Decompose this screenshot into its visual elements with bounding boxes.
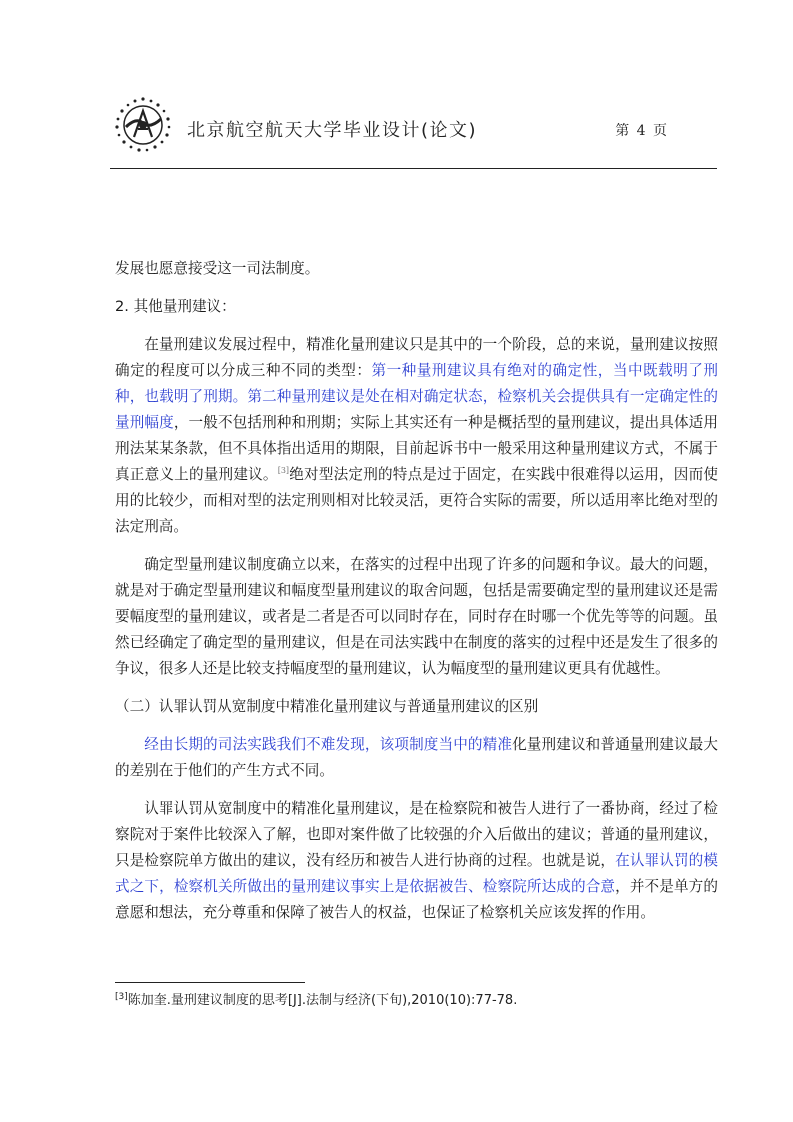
university-seal-icon <box>112 93 174 155</box>
paragraph-difference <box>115 732 718 784</box>
paragraph-negotiation <box>115 796 718 926</box>
page-header <box>110 90 717 169</box>
text-segment: 绝对型法定刑的特点是过于固定，在实践中很难得以运用，因而使用的比较少，而相对型的法定刑则相对比较灵活，更符合实际的需要，所以适用率比绝对型的法定刑高。 <box>115 466 718 535</box>
paragraph-continuation: 发展也愿意接受这一司法制度。 <box>115 260 320 277</box>
text-segment: 化量刑建议和普通量刑建议最大的差别在于他们的产生方式不同。 <box>115 736 718 779</box>
citation-ref[interactable]: [3] <box>277 466 290 475</box>
footnote-ref: [3] <box>115 992 128 1002</box>
highlighted-text: 在认罪认罚的模式之下，检察机关所做出的量刑建议事实上是依据被告、检察院所达成的合意 <box>115 852 718 895</box>
footnote-divider <box>115 982 305 983</box>
section-heading: 2. 其他量刑建议： <box>115 298 236 315</box>
paragraph-types-of-sentencing-proposal <box>115 332 718 540</box>
highlighted-text: 经由长期的司法实践我们不难发现，该项制度当中的精准 <box>144 736 513 753</box>
subsection-heading: （二）认罪认罚从宽制度中精准化量刑建议与普通量刑建议的区别 <box>115 698 539 715</box>
header-title: 北京航空航天大学毕业设计(论文) <box>187 120 478 141</box>
text-segment: 认罪认罚从宽制度中的精准化量刑建议，是在检察院和被告人进行了一番协商，经过了检察院对于案件比较深入了解，也即对案件做了比较强的介入后做出的建议；普通的量刑建议，只是检察院单方做出的建议，没有经历和被告人进行协商的过程。也就是说， <box>115 800 718 869</box>
footnote-text: 陈加奎.量刑建议制度的思考[J].法制与经济(下旬),2010(10):77-78. <box>127 993 518 1008</box>
text-segment: 在量刑建议发展过程中，精准化量刑建议只是其中的一个阶段，总的来说，量刑建议按照确定的程度可以分成三种不同的类型： <box>115 336 718 379</box>
text-segment: ，一般不包括刑种和刑期；实际上其实还有一种是概括型的量刑建议，提出具体适用刑法某某条款，但不具体指出适用的期限，目前起诉书中一般采用这种量刑建议方式，不属于真正意义上的量刑建议。 <box>115 414 718 483</box>
highlighted-text: 第一种量刑建议具有绝对的确定性，当中既载明了刑种，也载明了刑期。第二种量刑建议是处在相对确定状态，检察机关会提供具有一定确定性的量刑幅度 <box>115 362 718 431</box>
page-number: 第 4 页 <box>615 123 667 139</box>
document-body <box>115 256 718 938</box>
text-segment: ，并不是单方的意愿和想法，充分尊重和保障了被告人的权益，也保证了检察机关应该发挥的作用。 <box>115 878 718 921</box>
footnote <box>115 992 517 1010</box>
paragraph-controversy: 确定型量刑建议制度确立以来，在落实的过程中出现了许多的问题和争议。最大的问题，就是对于确定型量刑建议和幅度型量刑建议的取舍问题，包括是需要确定型的量刑建议还是需要幅度型的量刑建议，或者是二者是否可以同时存在，同时存在时哪一个优先等等的问题。虽然已经确定了确定型的量刑建议，但是在司法实践中在制度的落实的过程中还是发生了很多的争议，很多人还是比较支持幅度型的量刑建议，认为幅度型的量刑建议更具有优越性。 <box>115 556 718 677</box>
